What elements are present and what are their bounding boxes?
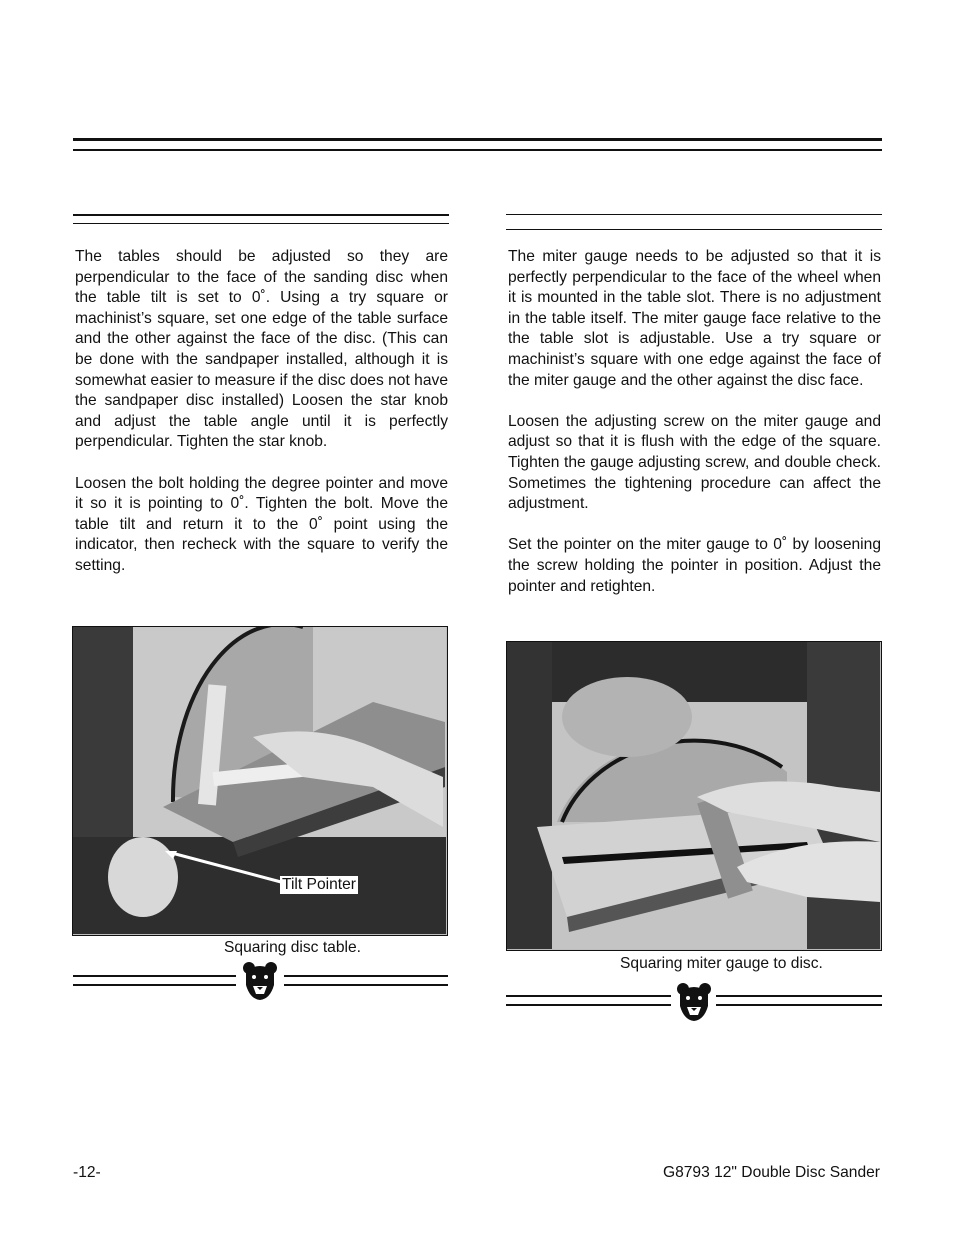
left-divider-rule-left-bottom bbox=[73, 984, 236, 986]
right-divider-rule-right-bottom bbox=[716, 1004, 882, 1006]
right-divider-rule-left-bottom bbox=[506, 1004, 671, 1006]
right-section-rule-thin bbox=[506, 229, 882, 230]
header-rule-thin bbox=[73, 149, 882, 151]
left-section-rule-thick bbox=[73, 214, 449, 216]
header-rule-thick bbox=[73, 138, 882, 141]
bear-logo-icon bbox=[676, 982, 712, 1022]
disc-table-illustration bbox=[73, 627, 446, 934]
miter-gauge-photo bbox=[506, 641, 882, 951]
right-column-text bbox=[508, 247, 881, 618]
tilt-pointer-callout: Tilt Pointer bbox=[282, 876, 356, 893]
right-paragraph-2: Loosen the adjusting screw on the miter gauge and adjust so that it is flush with the edge of the square. Tighten the gauge adjusting screw, and double check. Sometimes the tightening procedure can affect the adjustment. bbox=[508, 412, 881, 513]
right-paragraph-3: Set the pointer on the miter gauge to 0˚ by loosening the screw holding the pointer in position. Adjust the pointer and retighten. bbox=[508, 536, 881, 595]
document-title: G8793 12" Double Disc Sander bbox=[662, 1164, 880, 1181]
right-section-rule-thick bbox=[506, 214, 882, 215]
left-divider-rule-right-top bbox=[284, 975, 448, 977]
left-column-text bbox=[75, 247, 448, 597]
right-divider-rule-left-top bbox=[506, 995, 671, 997]
left-figure-caption: Squaring disc table. bbox=[224, 939, 361, 956]
disc-table-photo bbox=[72, 626, 448, 936]
left-divider-rule-left-top bbox=[73, 975, 236, 977]
left-paragraph-2: Loosen the bolt holding the degree pointer and move it so it is pointing to 0˚. Tighten the bolt. Move the table tilt and return it to the 0˚ point using the indicator, then recheck with the square to verify the setting. bbox=[75, 474, 448, 574]
right-divider-rule-right-top bbox=[716, 995, 882, 997]
left-paragraph-1: The tables should be adjusted so they are perpendicular to the face of the sanding disc when the table tilt is set to 0˚. Using a try square or machinist’s square, set one edge of the table surface and the other against the face of the disc. (This can be done with the sandpaper installed, although it is somewhat easier to measure if the disc does not have the sandpaper disc installed) Loosen the star knob and adjust the table angle until it is perfectly perpendicular. Tighten the star knob. bbox=[75, 248, 448, 451]
left-section-rule-thin bbox=[73, 223, 449, 224]
bear-logo-icon bbox=[242, 961, 278, 1001]
right-figure-caption: Squaring miter gauge to disc. bbox=[620, 955, 823, 972]
right-paragraph-1: The miter gauge needs to be adjusted so that it is perfectly perpendicular to the face of the wheel when it is mounted in the table slot. There is no adjustment in the table itself. The miter gauge face relative to the the table slot is adjustable. Use a try square or machinist’s square with one edge against the face of the miter gauge and the other against the disc face. bbox=[508, 248, 881, 389]
left-divider-rule-right-bottom bbox=[284, 984, 448, 986]
page-number: -12- bbox=[73, 1164, 101, 1181]
miter-gauge-illustration bbox=[507, 642, 880, 949]
